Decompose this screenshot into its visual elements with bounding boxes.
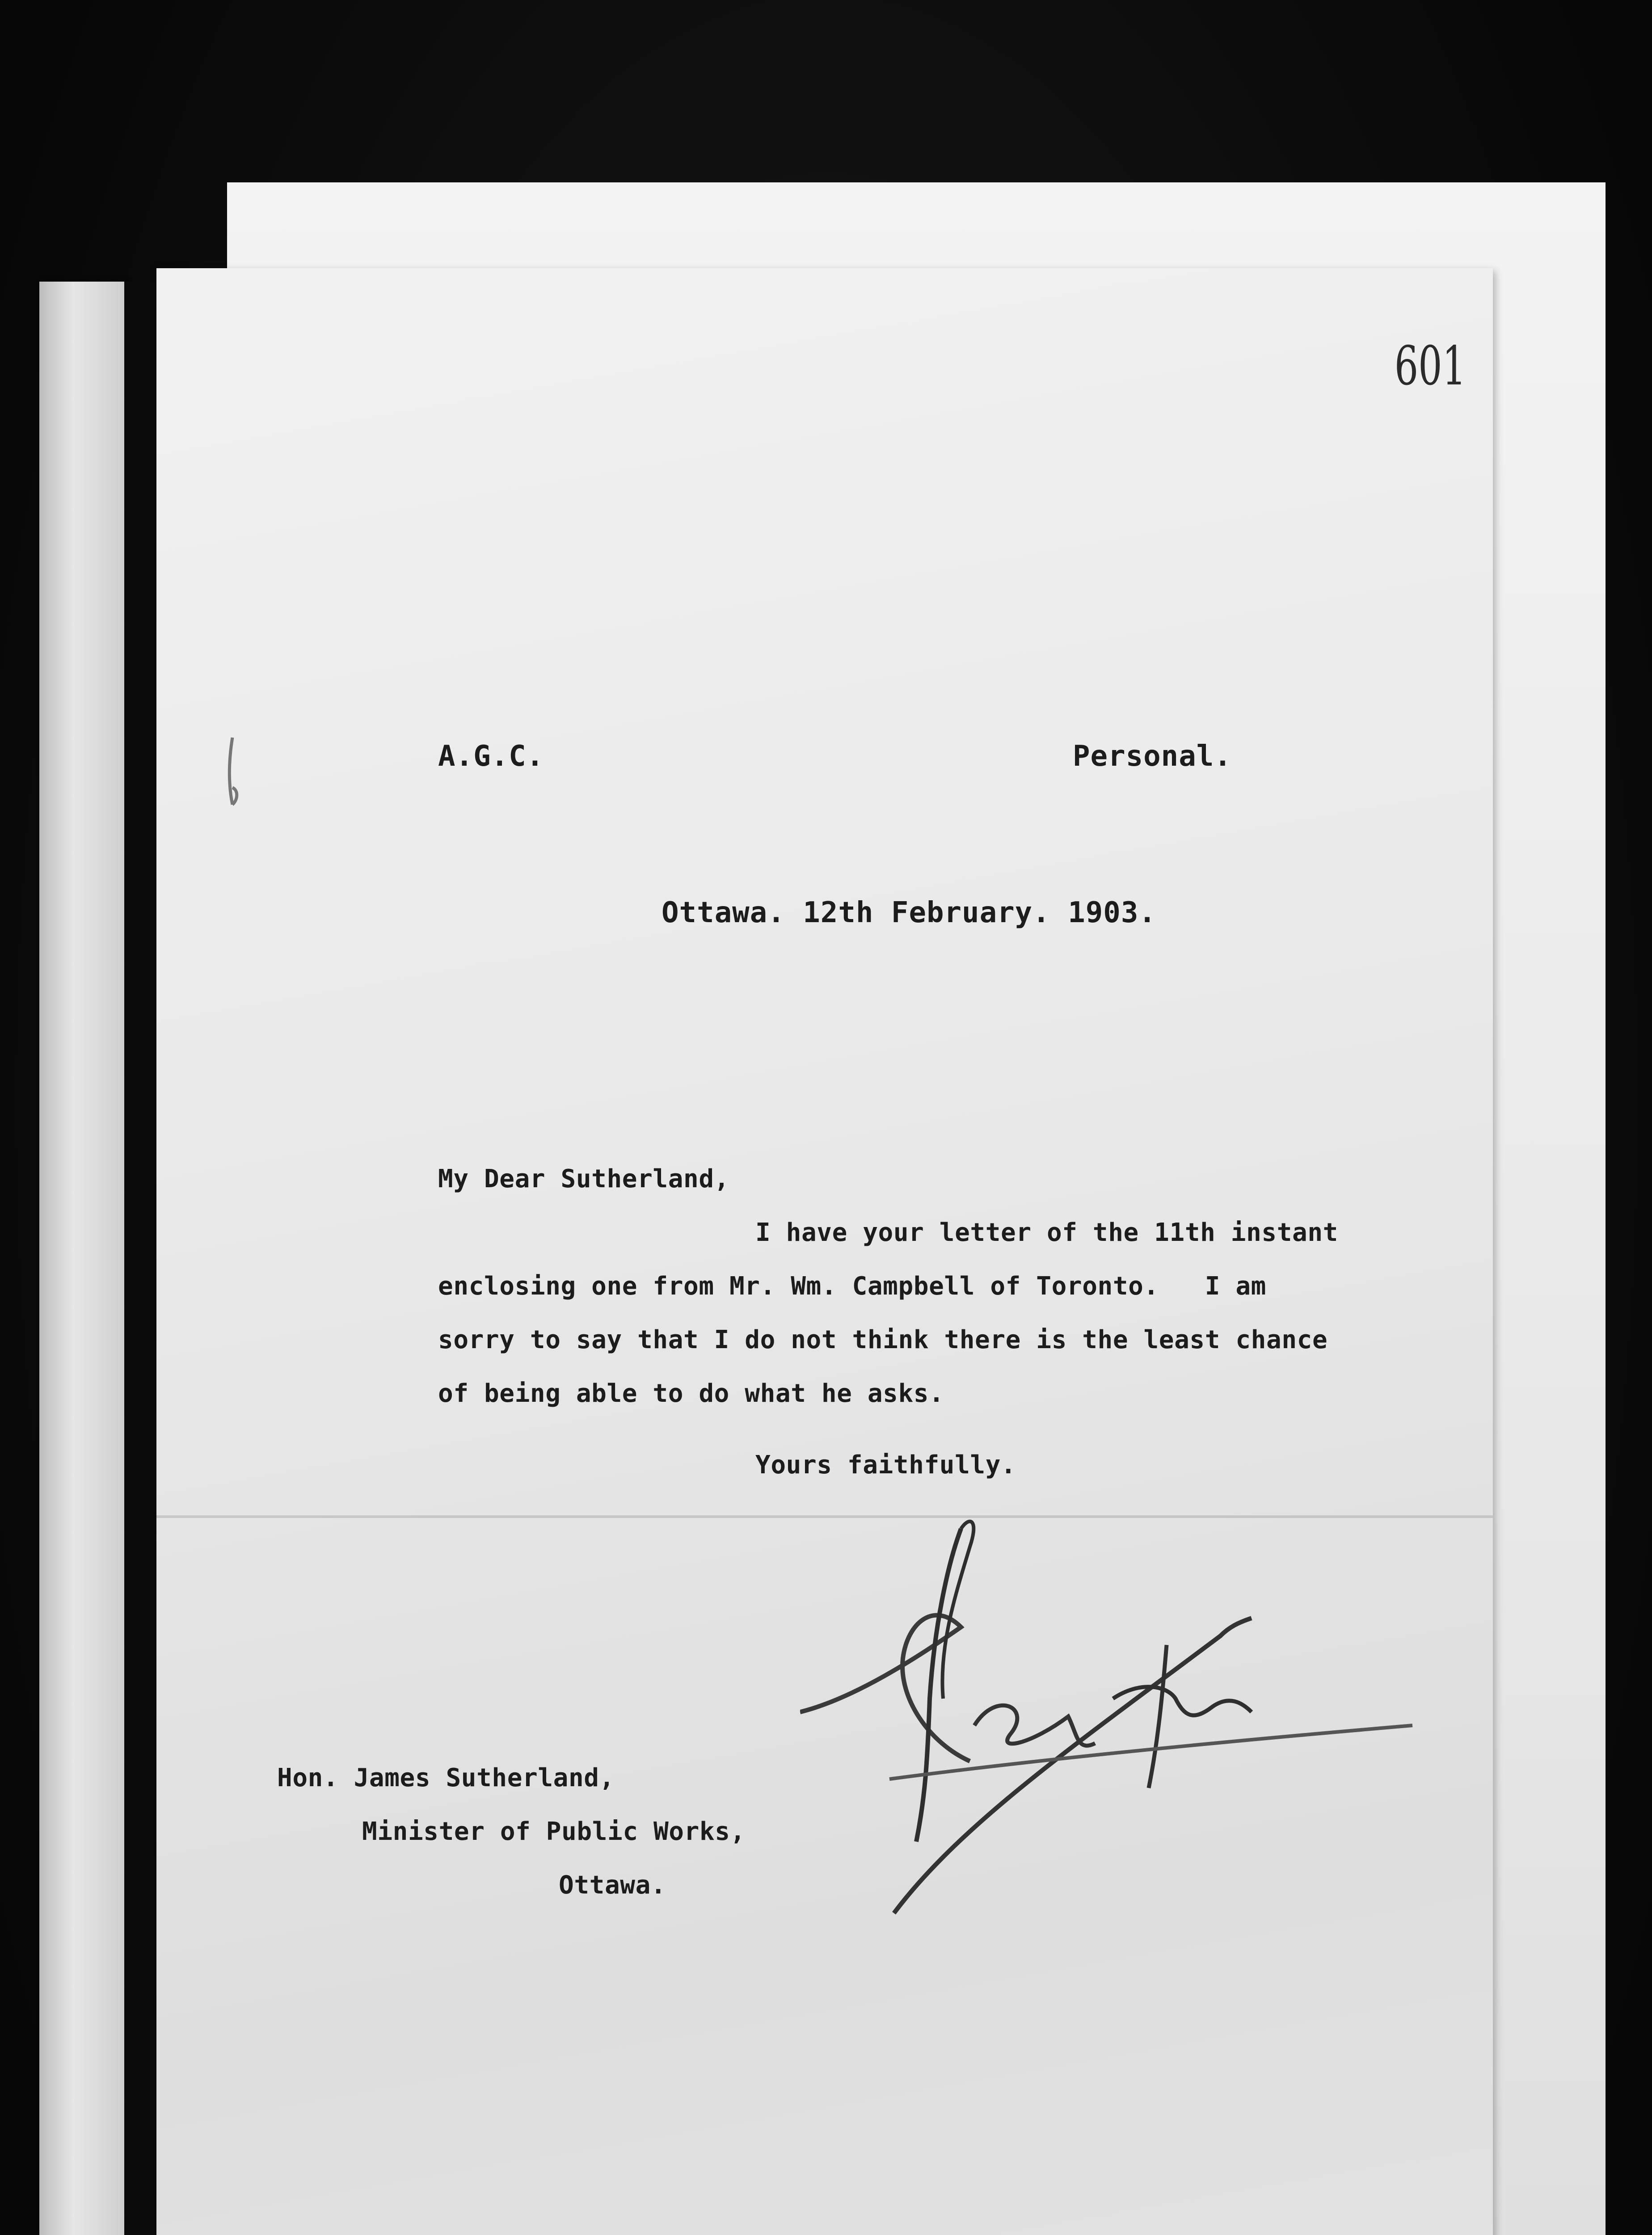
margin-pencil-mark [219, 733, 246, 818]
adjacent-page-edge [39, 282, 124, 2235]
page-number: 601 [1394, 335, 1466, 397]
page-gutter [124, 282, 156, 2235]
body-line-4: of being able to do what he asks. [438, 1379, 944, 1408]
recipient-title: Minister of Public Works, [362, 1817, 746, 1846]
recipient-name: Hon. James Sutherland, [277, 1763, 615, 1792]
signature [800, 1511, 1417, 1958]
body-line-2: enclosing one from Mr. Wm. Campbell of Toronto. I am [438, 1272, 1267, 1301]
closing: Yours faithfully. [755, 1451, 1016, 1480]
classification-label: Personal. [1073, 740, 1232, 773]
body-line-1: I have your letter of the 11th instant [755, 1218, 1338, 1247]
body-line-3: sorry to say that I do not think there is the least chance [438, 1325, 1328, 1354]
salutation: My Dear Sutherland, [438, 1164, 729, 1193]
recipient-city: Ottawa. [559, 1871, 666, 1900]
dateline: Ottawa. 12th February. 1903. [662, 896, 1156, 929]
reference-code: A.G.C. [438, 740, 544, 773]
letter-page [156, 268, 1493, 2235]
